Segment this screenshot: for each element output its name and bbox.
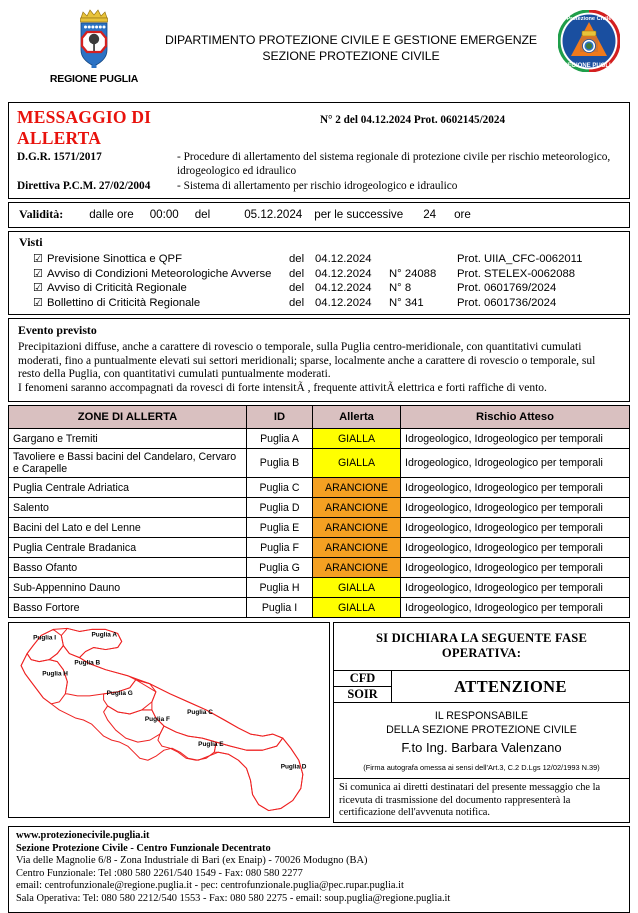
cell-zone-id: Puglia I [247,598,313,618]
visti-del-label: del [289,267,305,280]
puglia-coat-of-arms-icon [74,8,114,70]
soir-label: SOIR [347,687,378,702]
visti-document-name: Previsione Sinottica e QPF [47,253,182,265]
svg-text:REGIONE PUGLIA: REGIONE PUGLIA [562,63,616,69]
svg-text:Protezione Civile: Protezione Civile [566,16,612,22]
table-row [9,558,630,578]
cell-zone-id: Puglia B [247,449,313,478]
visti-row [19,296,621,311]
visti-row [19,267,621,282]
visti-del-label: del [289,296,305,309]
table-row [9,578,630,598]
map-zone-label: Puglia A [91,631,118,639]
validity-time: 00:00 [149,208,179,221]
visti-checkbox-icon[interactable]: ☑ [33,296,43,309]
cell-zone-name: Tavoliere e Bassi bacini del Candelaro, Cervaro e Carapelle [9,449,247,478]
cell-expected-risk: Idrogeologico, Idrogeologico per temporali [401,598,630,618]
reference-2-text: - Sistema di allertamento per rischio idrogeologico e idraulico [177,180,458,192]
visti-section [8,231,630,315]
visti-protocol: Prot. UIIA_CFC-0062011 [457,253,583,265]
footer-sala[interactable]: Sala Operativa: Tel: 080 580 2212/540 1553 - Fax: 080 580 2275 - email: soup.puglia@regione.puglia.it [16,892,451,904]
th-zone: ZONE DI ALLERTA [9,406,247,429]
header-title-line1: DIPARTIMENTO PROTEZIONE CIVILE E GESTIONE EMERGENZE [164,33,538,47]
visti-protocol: Prot. 0601736/2024 [457,296,557,309]
bottom-section [8,622,630,823]
map-zone-label: Puglia C [187,709,213,717]
reference-2-label: Direttiva P.C.M. 27/02/2004 [17,180,151,192]
region-name-label: REGIONE PUGLIA [49,73,139,85]
validity-hours-unit: ore [454,208,471,221]
cell-expected-risk: Idrogeologico, Idrogeologico per temporali [401,538,630,558]
cell-zone-id: Puglia A [247,429,313,449]
puglia-map-svg [9,623,329,817]
cell-zone-id: Puglia C [247,478,313,498]
cell-zone-name: Bacini del Lato e del Lenne [9,518,247,538]
cell-alert-level: ARANCIONE [313,478,401,498]
visti-document-name: Avviso di Condizioni Meteorologiche Avverse [47,267,272,280]
alert-zones-table [8,405,630,618]
visti-document-name: Avviso di Criticità Regionale [47,282,187,294]
fase-operativa-column [333,622,630,823]
cell-zone-name: Puglia Centrale Bradanica [9,538,247,558]
cell-zone-name: Puglia Centrale Adriatica [9,478,247,498]
table-header-row [9,406,630,429]
evento-paragraph-2: I fenomeni saranno accompagnati da rovesci di forte intensitÃ , frequente attivitÃ elettrica e forti raffiche di vento. [18,381,547,394]
evento-paragraph-1: Precipitazioni diffuse, anche a carattere di rovescio o temporale, sulla Puglia centro-meridionale, con quantitativi cumulati moderati, fino a puntualmente elevati sui settori meridionali; sparse, localmente anche a carattere di rovescio o temporale, sul resto della Puglia, con quantitativi cumulati puntualmente moderati. [18,341,596,381]
visti-date: 04.12.2024 [315,282,372,294]
document-header [8,6,630,102]
cfd-label: CFD [334,671,391,687]
footer-address: Via delle Magnolie 6/8 - Zona Industriale di Bari (ex Enaip) - 70026 Modugno (BA) [16,855,368,867]
cell-zone-id: Puglia F [247,538,313,558]
responsabile-line2: DELLA SEZIONE PROTEZIONE CIVILE [386,724,577,737]
protezione-civile-logo-icon [558,10,620,72]
cell-expected-risk: Idrogeologico, Idrogeologico per temporali [401,449,630,478]
table-row [9,518,630,538]
fase-operativa-grid [333,670,630,702]
evento-previsto-section [8,318,630,402]
th-id: ID [247,406,313,429]
visti-protocol: Prot. STELEX-0062088 [457,267,576,280]
validity-hours: 24 [423,208,437,221]
reference-1-text: - Procedure di allertamento del sistema regionale di protezione civile per rischio meteorologico, idrogeologico ed idraulico [177,151,611,177]
table-row [9,538,630,558]
table-row [9,449,630,478]
validity-next-label: per le successive [314,208,404,221]
map-zone-label: Puglia F [144,716,170,724]
visti-document-name: Bollettino di Criticità Regionale [47,296,201,309]
document-footer [8,826,630,913]
cell-alert-level: ARANCIONE [313,518,401,538]
cell-expected-risk: Idrogeologico, Idrogeologico per temporali [401,498,630,518]
cell-alert-level: ARANCIONE [313,538,401,558]
cfd-soir-column [334,671,392,702]
validity-row [8,202,630,228]
map-zone-label: Puglia D [280,763,307,771]
cell-expected-risk: Idrogeologico, Idrogeologico per temporali [401,518,630,538]
cell-zone-name: Sub-Appennino Dauno [9,578,247,598]
notice-box: Si comunica ai diretti destinatari del presente messaggio che la ricevuta di trasmissione del documento rappresenterà la certificazione dell'avvenuta notifica. [333,778,630,823]
th-alert: Allerta [313,406,401,429]
fase-operativa-heading: SI DICHIARA LA SEGUENTE FASE OPERATIVA: [333,622,630,670]
footer-phone: Centro Funzionale: Tel :080 580 2261/540 1549 - Fax: 080 580 2277 [16,867,303,879]
map-zone-label: Puglia I [33,634,57,642]
header-title-line2: SEZIONE PROTEZIONE CIVILE [262,49,440,63]
message-title: MESSAGGIO DI ALLERTA [17,107,152,148]
validity-date: 05.12.2024 [244,208,303,221]
validity-from-label: dalle ore [89,208,134,221]
visti-protocol: Prot. 0601769/2024 [457,282,557,294]
cell-expected-risk: Idrogeologico, Idrogeologico per temporali [401,558,630,578]
footer-website[interactable]: www.protezionecivile.puglia.it [16,829,150,841]
visti-number: N° 341 [389,296,424,309]
footer-email[interactable]: email: centrofunzionale@regione.puglia.it - pec: centrofunzionale.puglia@pec.rupar.puglia.it [16,880,404,892]
validity-del-label: del [194,208,211,221]
visti-checkbox-icon[interactable]: ☑ [33,282,43,294]
cell-expected-risk: Idrogeologico, Idrogeologico per temporali [401,478,630,498]
responsabile-name: F.to Ing. Barbara Valenzano [401,740,562,756]
visti-row [19,252,621,267]
table-row [9,498,630,518]
document-number: N° 2 del 04.12.2024 Prot. 0602145/2024 [319,114,506,126]
cell-zone-name: Salento [9,498,247,518]
responsabile-block [333,702,630,778]
protezione-civile-logo-block [552,6,626,72]
cell-alert-level: GIALLA [313,449,401,478]
reference-1-label: D.G.R. 1571/2017 [17,151,102,163]
visti-date: 04.12.2024 [315,296,372,309]
region-crest-block [38,6,150,85]
map-zone-label: Puglia G [106,690,133,698]
map-zone-label: Puglia H [42,671,68,679]
visti-checkbox-icon[interactable]: ☑ [33,253,43,265]
puglia-alert-zones-map [8,622,330,818]
cell-alert-level: GIALLA [313,429,401,449]
cell-expected-risk: Idrogeologico, Idrogeologico per temporali [401,429,630,449]
footer-office: Sezione Protezione Civile - Centro Funzionale Decentrato [16,842,271,854]
cell-alert-level: GIALLA [313,578,401,598]
visti-title: Visti [19,235,43,249]
visti-date: 04.12.2024 [315,267,372,280]
visti-number: N° 8 [389,282,412,294]
th-risk: Rischio Atteso [401,406,630,429]
visti-del-label: del [289,253,305,265]
cell-expected-risk: Idrogeologico, Idrogeologico per temporali [401,578,630,598]
evento-title: Evento previsto [18,323,97,337]
cell-zone-id: Puglia E [247,518,313,538]
cell-alert-level: ARANCIONE [313,558,401,578]
validity-label: Validità: [19,207,64,221]
map-zone-label: Puglia B [74,660,101,668]
visti-number: N° 24088 [389,267,437,280]
cell-zone-id: Puglia G [247,558,313,578]
cell-zone-name: Basso Fortore [9,598,247,618]
message-title-box [8,102,630,199]
visti-del-label: del [289,282,305,294]
cell-zone-name: Basso Ofanto [9,558,247,578]
cell-zone-id: Puglia D [247,498,313,518]
visti-row [19,281,621,296]
table-row [9,598,630,618]
map-zone-label: Puglia E [198,741,224,749]
visti-list [19,252,621,310]
visti-checkbox-icon[interactable]: ☑ [33,267,43,280]
responsabile-line1: IL RESPONSABILE [434,710,529,723]
cell-alert-level: ARANCIONE [313,498,401,518]
responsabile-signature-note: (Firma autografa omessa ai sensi dell'Art.3, C.2 D.Lgs 12/02/1993 N.39) [363,763,600,773]
fase-operativa-value: ATTENZIONE [454,676,567,696]
header-title-block [150,6,552,64]
cell-alert-level: GIALLA [313,598,401,618]
cell-zone-name: Gargano e Tremiti [9,429,247,449]
table-row [9,429,630,449]
visti-date: 04.12.2024 [315,253,372,265]
cell-zone-id: Puglia H [247,578,313,598]
table-row [9,478,630,498]
